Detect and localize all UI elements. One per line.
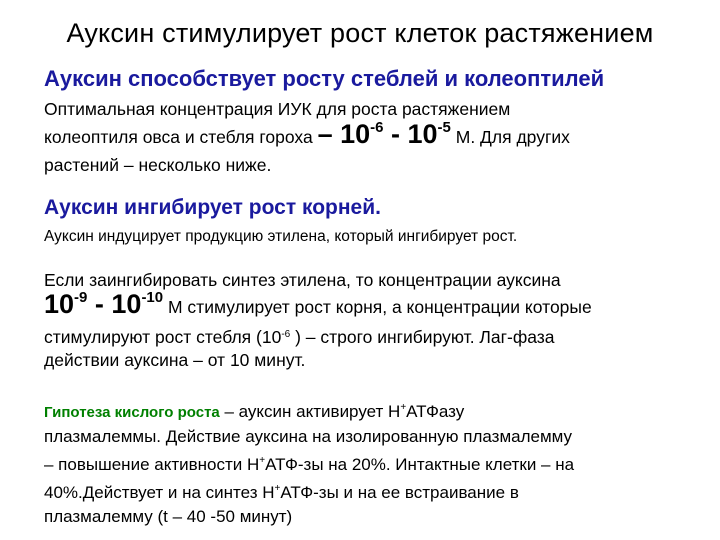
para2: Ауксин индуцирует продукцию этилена, который ингибирует рост. — [44, 228, 518, 245]
conc-base-2: $10^{-5}$ — [407, 119, 451, 149]
conc-exp-2: -5 — [437, 119, 451, 136]
para1-line3: растений – несколько ниже. — [44, 155, 272, 175]
para1-line1: Оптимальная концентрация ИУК для роста растяжением — [44, 99, 511, 119]
para3-line2: $10^{-9} - 10^{-10}$ М стимулирует рост корня, а концентрации которые — [44, 289, 592, 319]
root-conc-1: $10^{-9}$ — [44, 289, 88, 319]
heading-root-inhibition: Ауксин ингибирует рост корней. — [44, 196, 381, 219]
para4-line1: Гипотеза кислого роста – ауксин активирует Н+АТФазу — [44, 402, 465, 421]
para4-line2: плазмалеммы. Действие ауксина на изолированную плазмалемму — [44, 427, 573, 446]
para1-line2-text: колеоптиля овса и стебля гороха — [44, 127, 318, 147]
unit-text: М. Для других — [450, 127, 570, 147]
para3-line2-text: М стимулирует рост корня, а концентрации которые — [163, 297, 592, 317]
para1-line2: колеоптиля овса и стебля гороха – $10^{-6} - 10^{-5}$ М. Для других — [44, 119, 570, 149]
para4-line3: – повышение активности Н+АТФ-зы на 20%. Интактные клетки – на — [44, 455, 575, 474]
dash: – — [317, 119, 333, 149]
para4-acid-growth — [44, 396, 574, 529]
root-conc-2: $10^{-10}$ — [111, 289, 164, 319]
acid-growth-hypothesis: Гипотеза кислого роста — [44, 404, 220, 421]
para3-line3: стимулируют рост стебля ($10^{-6}$ ) – строго ингибируют. Лаг-фаза — [44, 327, 555, 347]
conc-exp-1: -6 — [370, 119, 384, 136]
para4-line4: 40%.Действует и на синтез Н+АТФ-зы и на ее встраивание в — [44, 483, 519, 502]
slide-title: Ауксин стимулирует рост клеток растяжением — [66, 18, 654, 48]
para4-line5: плазмалемму (t – 40 -50 минут) — [44, 507, 293, 526]
conc-base-1: $10^{-6}$ — [340, 119, 384, 149]
para3-line4: действии ауксина – от 10 минут. — [44, 350, 306, 370]
para3-line1: Если заингибировать синтез этилена, то концентрации ауксина — [44, 270, 561, 290]
heading-stem-growth: Ауксин способствует росту стеблей и колеоптилей — [44, 66, 605, 91]
